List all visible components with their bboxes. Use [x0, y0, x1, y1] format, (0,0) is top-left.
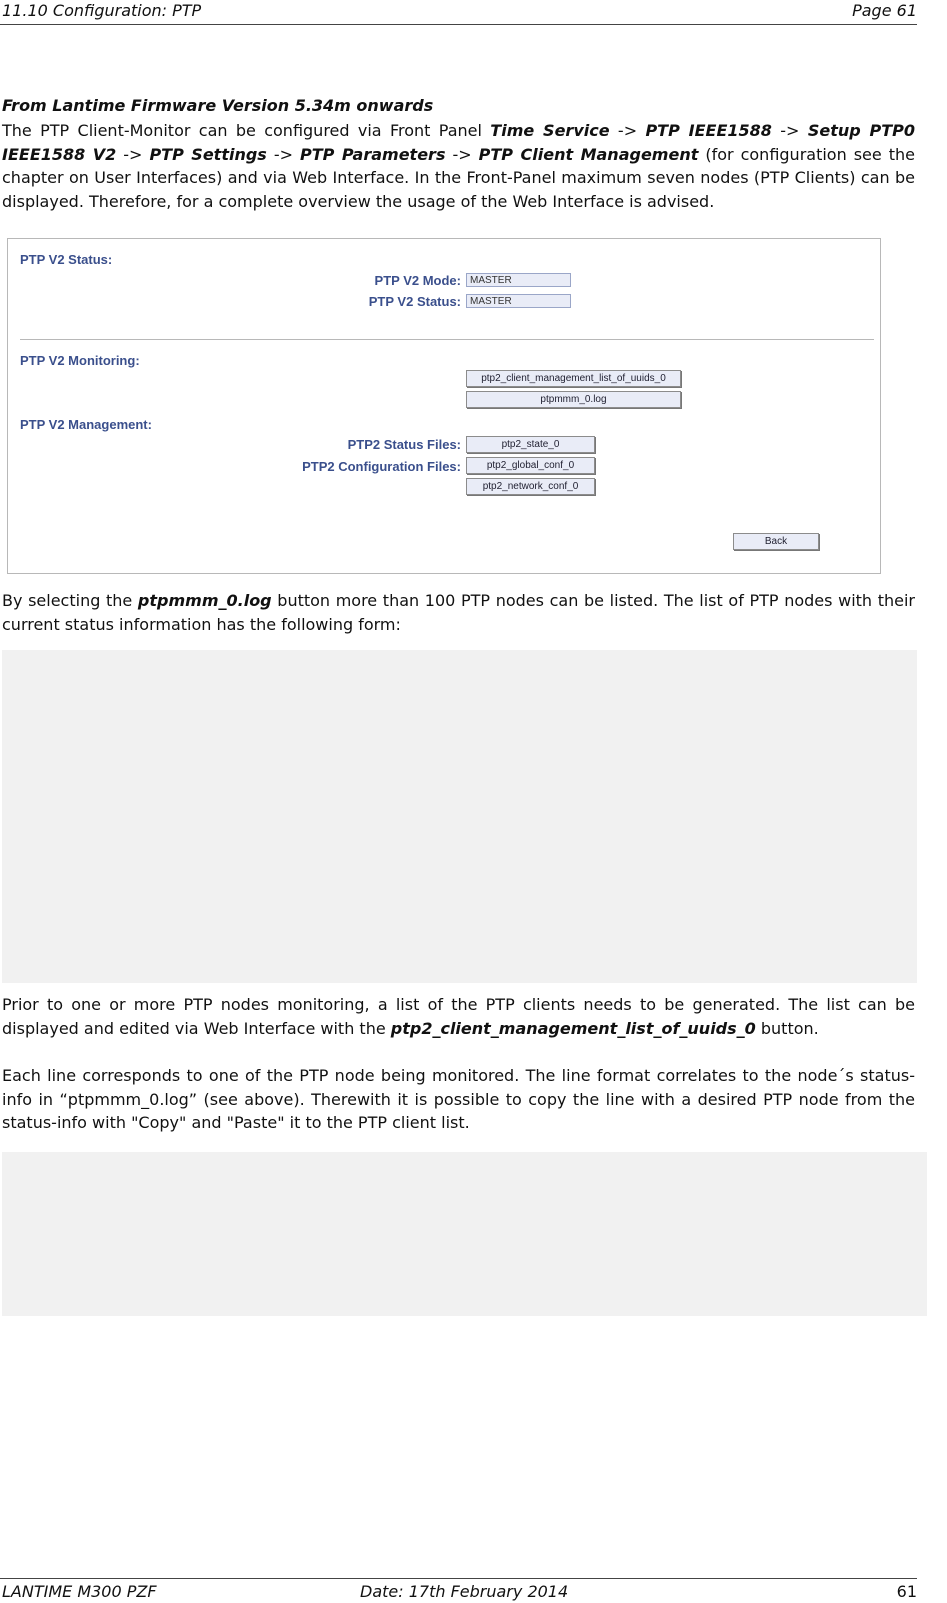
log-output-image: [2, 650, 917, 983]
ptp-v2-status-field: MASTER: [466, 294, 571, 308]
ptp2-network-conf-button[interactable]: ptp2_network_conf_0: [466, 478, 595, 495]
page-header: [0, 0, 917, 25]
section-divider: [20, 339, 874, 340]
ptp-web-interface-screenshot: [7, 238, 881, 574]
footer-product: LANTIME M300 PZF: [2, 1582, 157, 1601]
header-page-number: Page 61: [852, 1, 917, 20]
back-button[interactable]: Back: [733, 533, 819, 550]
client-management-list-button[interactable]: ptp2_client_management_list_of_uuids_0: [466, 370, 681, 387]
ptp-v2-status-title: PTP V2 Status:: [20, 252, 113, 267]
ptp2-state-button[interactable]: ptp2_state_0: [466, 436, 595, 453]
ptp-v2-management-title: PTP V2 Management:: [20, 417, 152, 432]
selection-paragraph: By selecting the ptpmmm_0.log button more than 100 PTP nodes can be listed. The list of PTP nodes with their current status information has the following form:: [2, 591, 915, 634]
ptp2-global-conf-button[interactable]: ptp2_global_conf_0: [466, 457, 595, 474]
line-format-paragraph: Each line corresponds to one of the PTP node being monitored. The line format correlates to the node´s status-info in “ptpmmm_0.log” (see above). Therewith it is possible to copy the line with a desired PTP node from the status-info with "Copy" and "Paste" it to the PTP client list.: [2, 1066, 915, 1133]
client-list-paragraph: Prior to one or more PTP nodes monitoring, a list of the PTP clients needs to be generated. The list can be displayed and edited via Web Interface with the ptp2_client_management_list_of_uuids_0 button.: [2, 995, 915, 1038]
intro-paragraph: The PTP Client-Monitor can be configured via Front Panel Time Service -> PTP IEEE1588 -> Setup PTP0 IEEE1588 V2 -> PTP Settings -> PTP Parameters -> PTP Client Management (for configuration see the chapter on User Interfaces) and via Web Interface. In the Front-Panel maximum seven nodes (PTP Clients) can be displayed. Therefore, for a complete overview the usage of the Web Interface is advised.: [2, 121, 916, 211]
footer-date: Date: 17th February 2014: [360, 1582, 569, 1601]
section-subtitle: From Lantime Firmware Version 5.34m onwards: [2, 96, 434, 115]
header-section-title: 11.10 Configuration: PTP: [2, 1, 202, 20]
ptp-v2-monitoring-title: PTP V2 Monitoring:: [20, 353, 140, 368]
page-footer: [0, 1578, 917, 1603]
status-files-label: PTP2 Status Files:: [347, 437, 461, 452]
client-list-image: [2, 1152, 927, 1316]
footer-page-number: 61: [896, 1582, 917, 1601]
ptpmmm-log-button[interactable]: ptpmmm_0.log: [466, 391, 681, 408]
ptp-v2-mode-field: MASTER: [466, 273, 571, 287]
ptp-v2-status-label: PTP V2 Status:: [368, 294, 461, 309]
ptp-v2-mode-label: PTP V2 Mode:: [374, 273, 461, 288]
configuration-files-label: PTP2 Configuration Files:: [302, 459, 461, 474]
